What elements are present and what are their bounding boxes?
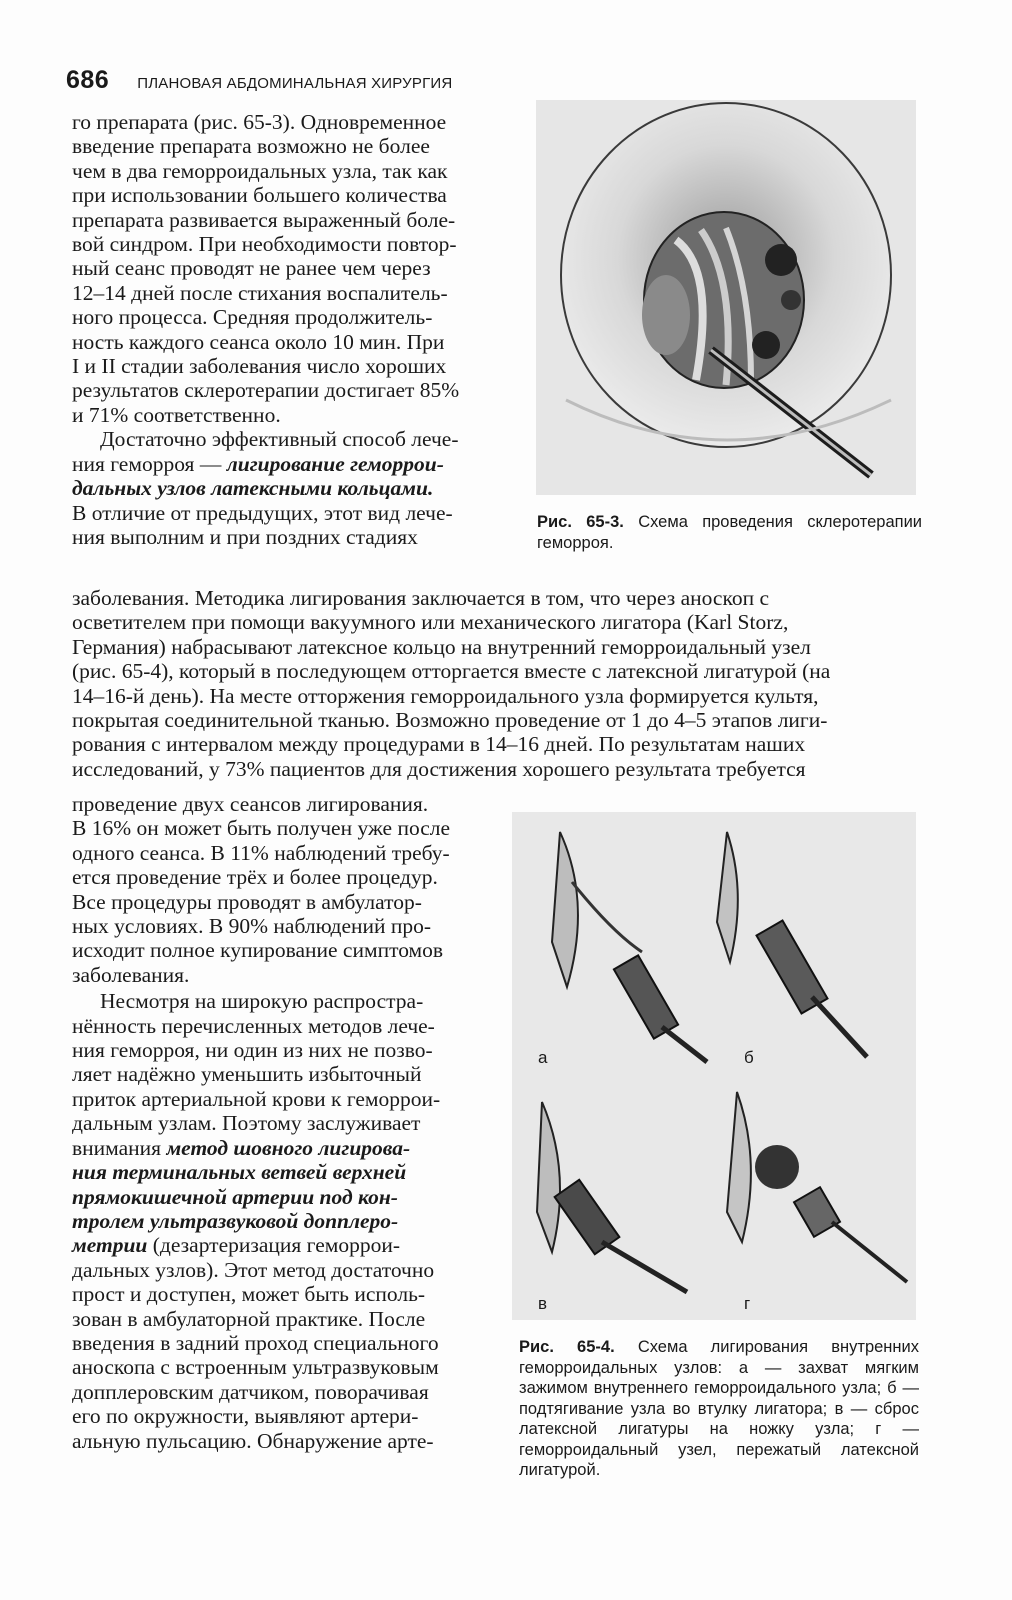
- text-line: [72, 1160, 492, 1184]
- text-line: осветителем при помощи вакуумного или механического лигатора (Karl Storz,: [72, 610, 789, 635]
- text-line: вой синдром. При необходимости повтор-: [72, 232, 457, 257]
- text-line: 12–14 дней после стихания воспалитель-: [72, 280, 448, 305]
- text-run: (дезартеризация геморрои-: [147, 1233, 401, 1258]
- text-line: [72, 1209, 492, 1233]
- running-header: [66, 66, 452, 96]
- text-line: [72, 1233, 492, 1257]
- text-line: приток артериальной крови к геморрои-: [72, 1086, 441, 1111]
- text-run: ния геморроя —: [72, 451, 227, 476]
- text-line: I и II стадии заболевания число хороших: [72, 354, 447, 379]
- figure-caption: [519, 1337, 919, 1481]
- text-line: исследований, у 73% пациентов для достижения хорошего результата требуется: [72, 756, 806, 781]
- text-line: альную пульсацию. Обнаружение арте-: [72, 1428, 434, 1453]
- text-line: Несмотря на широкую распростра-: [100, 989, 424, 1014]
- emphasis-term: лигирование геморрои-: [226, 451, 444, 476]
- panel-label-b: б: [744, 1048, 754, 1067]
- text-line: Германия) набрасывают латексное кольцо на внутренний геморроидальный узел: [72, 634, 811, 659]
- text-line: ния выполним и при поздних стадиях: [72, 524, 418, 549]
- text-line: В отличие от предыдущих, этот вид лече-: [72, 500, 453, 525]
- text-line: ляет надёжно уменьшить избыточный: [72, 1062, 422, 1087]
- paragraph: [72, 989, 492, 1453]
- text-line: Все процедуры проводят в амбулатор-: [72, 889, 422, 914]
- text-line: чем в два геморроидальных узла, так как: [72, 158, 448, 183]
- text-line: дальным узлам. Поэтому заслуживает: [72, 1111, 421, 1136]
- text-line: ется проведение трёх и более процедур.: [72, 865, 438, 890]
- text-line: препарата развивается выраженный боле-: [72, 207, 456, 232]
- figure-caption: [537, 512, 922, 553]
- ligation-illustration: [512, 812, 916, 1320]
- text-line: [72, 1136, 492, 1160]
- caption-text: Схема лигирования внутренних геморроидальных узлов: а — захват мягким зажимом внутреннего геморроидального узла; б — подтягивание узла во втулку лигатора; в — сброс латексной лигатуры на ножку узла; г — геморроидальный узел, пережатый латексной лигатурой.: [519, 1338, 919, 1479]
- wide-text: [72, 586, 919, 781]
- column-text-bottom: [72, 792, 492, 1453]
- text-line: допплеровским датчиком, поворачивая: [72, 1379, 429, 1404]
- panel-label-a: а: [538, 1048, 548, 1067]
- text-line: В 16% он может быть получен уже после: [72, 816, 451, 841]
- page-number: 686: [66, 66, 110, 94]
- emphasis-term: дальных узлов латексными кольцами.: [72, 476, 434, 501]
- figure-label: Рис. 65-3.: [537, 513, 624, 531]
- text-line: (рис. 65-4), который в последующем отторгается вместе с латексной лигатурой (на: [72, 659, 831, 684]
- paragraph: [72, 792, 492, 987]
- text-line: введения в задний проход специального: [72, 1330, 439, 1355]
- text-line: покрытая соединительной тканью. Возможно проведение от 1 до 4–5 этапов лиги-: [72, 708, 828, 733]
- text-line: Достаточно эффективный способ лече-: [100, 427, 459, 452]
- text-line: прост и доступен, может быть исполь-: [72, 1282, 426, 1307]
- text-line: [72, 476, 512, 500]
- text-line: ных условиях. В 90% наблюдений про-: [72, 914, 432, 939]
- text-line: 14–16-й день). На месте отторжения геморроидального узла формируется культя,: [72, 683, 819, 708]
- emphasis-term: метод шовного лигирова-: [166, 1135, 411, 1160]
- text-line: ного процесса. Средняя продолжитель-: [72, 305, 433, 330]
- emphasis-term: прямокишечной артерии под кон-: [72, 1184, 398, 1209]
- column-text-top: [72, 110, 512, 549]
- paragraph: [72, 586, 919, 781]
- text-line: и 71% соответственно.: [72, 402, 281, 427]
- text-line: заболевания.: [72, 962, 190, 987]
- running-title: ПЛАНОВАЯ АБДОМИНАЛЬНАЯ ХИРУРГИЯ: [137, 75, 453, 92]
- text-line: ный сеанс проводят не ранее чем через: [72, 256, 431, 281]
- text-run: внимания: [72, 1135, 167, 1160]
- text-line: заболевания. Методика лигирования заключается в том, что через аноскоп с: [72, 586, 770, 610]
- sclerotherapy-illustration: [536, 100, 916, 495]
- emphasis-term: метрии: [72, 1233, 148, 1258]
- figure-label: Рис. 65-4.: [519, 1338, 615, 1356]
- text-line: ность каждого сеанса около 10 мин. При: [72, 329, 445, 354]
- text-line: нённость перечисленных методов лече-: [72, 1013, 435, 1038]
- text-line: [72, 452, 512, 476]
- text-line: исходит полное купирование симптомов: [72, 938, 444, 963]
- paragraph: [72, 427, 512, 549]
- text-line: результатов склеротерапии достигает 85%: [72, 378, 460, 403]
- emphasis-term: ния терминальных ветвей верхней: [72, 1160, 407, 1185]
- text-line: при использовании большего количества: [72, 183, 447, 208]
- text-line: ния геморроя, ни один из них не позво-: [72, 1038, 433, 1063]
- text-line: проведение двух сеансов лигирования.: [72, 792, 429, 816]
- text-line: рования с интервалом между процедурами в 14–16 дней. По результатам наших: [72, 732, 806, 757]
- text-line: [72, 1185, 492, 1209]
- panel-label-g: г: [744, 1294, 751, 1313]
- figure-ligation-image: [512, 812, 916, 1320]
- text-line: зован в амбулаторной практике. После: [72, 1306, 426, 1331]
- panel-label-v: в: [538, 1294, 548, 1313]
- emphasis-term: тролем ультразвуковой допплеро-: [72, 1208, 399, 1233]
- text-line: введение препарата возможно не более: [72, 134, 430, 159]
- paragraph: [72, 110, 512, 427]
- text-line: го препарата (рис. 65-3). Одновременное: [72, 110, 447, 134]
- figure-sclerotherapy-image: [536, 100, 916, 495]
- text-line: его по окружности, выявляют артери-: [72, 1404, 419, 1429]
- text-line: одного сеанса. В 11% наблюдений требу-: [72, 840, 450, 865]
- text-line: дальных узлов). Этот метод достаточно: [72, 1257, 435, 1282]
- text-line: аноскопа с встроенным ультразвуковым: [72, 1355, 439, 1380]
- caption-text: Схема проведения склеротерапии геморроя.: [537, 513, 922, 552]
